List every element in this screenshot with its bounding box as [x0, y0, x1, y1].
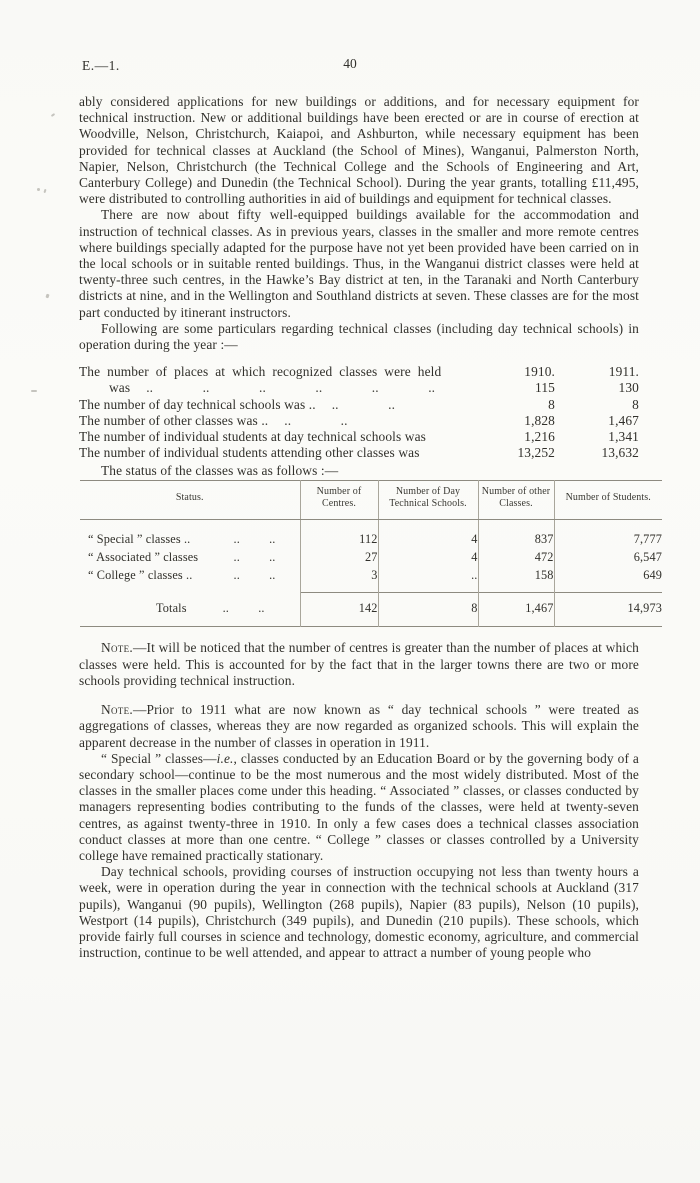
- document-reference: E.—1.: [82, 58, 120, 73]
- table-row: [80, 566, 662, 593]
- note-centres: [79, 640, 639, 689]
- students-value: 649: [554, 566, 662, 593]
- dot-leaders: .. .. .. .. .. ..: [146, 380, 436, 396]
- table-row: [80, 548, 662, 566]
- statistics-label: The number of places at which recognized classes were held: [79, 364, 442, 380]
- totals-row: [80, 593, 662, 627]
- dot-leaders: .. ..: [233, 531, 276, 546]
- status-cell: [80, 567, 300, 583]
- statistics-label: The number of individual students attending other classes was: [79, 445, 420, 461]
- ie-abbreviation: i.e.: [216, 750, 234, 766]
- totals-cell: [80, 600, 300, 616]
- status-label: “ Associated ” classes: [88, 549, 199, 564]
- students-value: 7,777: [554, 519, 662, 548]
- paragraph-fifty-buildings: There are now about fifty well-equipped buildings available for the accommodation and instruction of technical classes. As in previous years, classes in the smaller and more remote centres where buildings specially adapted for the purpose have not yet been provided have been carried on in the local schools or in suitable rented buildings. Thus, in the Wanganui district classes were held at twenty-three such centres, in the Hawke’s Bay district at ten, in the Taranaki and North Canterbury districts at nine, and in the Wellington and Southland districts at seven. These classes are for the most part conducted by itinerant instructors.: [79, 207, 639, 320]
- students-value: 6,547: [554, 548, 662, 566]
- column-header-students: Number of Students.: [554, 480, 662, 519]
- status-label: “ Special ” classes ..: [88, 531, 191, 546]
- dot-leaders: .. ..: [331, 396, 396, 412]
- note-day-schools: [79, 702, 639, 751]
- dot-leaders: .. ..: [222, 601, 265, 616]
- value-1911: 1,341: [608, 429, 639, 445]
- page-body: [79, 94, 662, 961]
- paragraph-following-particulars: Following are some particulars regarding technical classes (including day technical schools) in operation during the year :—: [79, 320, 639, 353]
- value-1910: 1,828: [524, 412, 555, 428]
- note-label: Note.: [101, 640, 134, 656]
- value-1911: 1911.: [608, 364, 639, 380]
- value-1910: 1,216: [524, 429, 555, 445]
- value-1911: 1,467: [608, 412, 639, 428]
- statistics-list: [79, 364, 639, 461]
- paragraph-day-technical-schools: Day technical schools, providing courses of instruction occupying not less than twenty hours a week, were in operation during the year in connection with the technical schools at Auckland (317 pupils), Wanganui (90 pupils), Wellington (268 pupils), Napier (83 pupils), Nelson (10 pupils), Westport (14 pupils), Christchurch (349 pupils), and Dunedin (210 pupils). These schools, which provide fairly full courses in science and technology, domestic economy, agriculture, and commercial instruction, continue to be well attended, and appear to attract a number of young people who: [79, 864, 639, 961]
- margin-mark: [43, 189, 46, 193]
- column-header-other-classes: Number of other Classes.: [478, 480, 554, 519]
- dot-leaders: .. ..: [233, 549, 276, 564]
- value-1911: 13,632: [601, 445, 639, 461]
- page-header: [0, 56, 700, 76]
- day-schools-value: 4: [378, 519, 478, 548]
- margin-mark: [51, 113, 55, 117]
- statistics-label: The number of individual students at day technical schools was: [79, 429, 426, 445]
- other-classes-value: 837: [478, 519, 554, 548]
- value-1911: 130: [618, 380, 639, 396]
- column-header-day-schools: Number of Day Technical Schools.: [378, 480, 478, 519]
- totals-day-schools: 8: [378, 593, 478, 627]
- day-schools-value: 4: [378, 548, 478, 566]
- statistics-label: was: [109, 380, 131, 396]
- statistics-row: [79, 445, 639, 461]
- totals-students: 14,973: [554, 593, 662, 627]
- value-1910: 13,252: [517, 445, 555, 461]
- table-row: [80, 519, 662, 548]
- note-text: —Prior to 1911 what are now known as “ day technical schools ” were treated as aggregations of classes, whereas they are now regarded as organized schools. This will explain the apparent decrease in the number of classes in operation in 1911.: [79, 702, 639, 750]
- value-1910: 1910.: [524, 364, 555, 380]
- dot-leaders: .. ..: [233, 568, 276, 583]
- value-1910: 115: [535, 380, 555, 396]
- centres-value: 3: [300, 566, 378, 593]
- statistics-label: The number of other classes was ..: [79, 412, 269, 428]
- table-intro: The status of the classes was as follows :—: [101, 463, 339, 479]
- totals-centres: 142: [300, 593, 378, 627]
- column-header-centres: Number of Centres.: [300, 480, 378, 519]
- statistics-label: The number of day technical schools was ..: [79, 396, 316, 412]
- table-header-row: [80, 480, 662, 519]
- centres-value: 27: [300, 548, 378, 566]
- status-cell: [80, 549, 300, 565]
- paragraph-text: “ Special ” classes—: [101, 750, 217, 766]
- statistics-row: [79, 429, 639, 445]
- margin-mark: [31, 390, 37, 392]
- note-label: Note.: [101, 702, 134, 718]
- dot-leaders: .. ..: [284, 412, 348, 428]
- totals-label: Totals: [156, 601, 187, 616]
- statistics-row: [79, 413, 639, 429]
- paragraph-text: , classes conducted by an Education Board or by the governing body of a secondary school—continue to be the most numerous and the most widely distributed. Most of the classes in the smaller places come under this heading. “ Associated ” classes, or classes conducted by managers representing bodies contributing to the funds of the classes, were held at twenty-seven centres, as against twenty-three in 1910. In only a few cases does a technical classes association conduct classes at more than one centre. “ College ” classes or classes controlled by a University college have remained practically stationary.: [79, 750, 639, 863]
- note-text: —It will be noticed that the number of centres is greater than the number of places at which classes were held. This is accounted for by the fact that in the larger towns there are two or more schools providing technical instruction.: [79, 640, 639, 688]
- day-schools-value: ..: [378, 566, 478, 593]
- column-header-status: Status.: [80, 480, 300, 519]
- other-classes-value: 472: [478, 548, 554, 566]
- status-cell: [80, 531, 300, 547]
- other-classes-value: 158: [478, 566, 554, 593]
- centres-value: 112: [300, 519, 378, 548]
- statistics-row: [79, 364, 639, 380]
- margin-mark: [37, 188, 40, 191]
- status-table: [80, 480, 662, 628]
- value-1910: 8: [548, 396, 555, 412]
- value-1911: 8: [632, 396, 639, 412]
- statistics-row: [79, 397, 639, 413]
- totals-other-classes: 1,467: [478, 593, 554, 627]
- status-label: “ College ” classes ..: [88, 568, 193, 583]
- page-number: 40: [343, 56, 357, 71]
- margin-mark: [45, 294, 49, 299]
- paragraph-special-classes: [79, 751, 639, 864]
- paragraph-buildings: ably considered applications for new buildings or additions, and for necessary equipment for technical instruction. New or additional buildings have been erected or are in course of erection at Woodville, Nelson, Christchurch, Kaiapoi, and Ashburton, while necessary equipment has been provided for technical classes at Auckland (the School of Mines), Wanganui, Palmerston North, Napier, Nelson, Christchurch (the Technical College and the Schools of Engineering and Art, Canterbury College) and Dunedin (the Technical School). During the year grants, totalling £11,495, were distributed to controlling authorities in aid of buildings and equipment for technical classes.: [79, 94, 639, 207]
- statistics-row: [79, 380, 639, 396]
